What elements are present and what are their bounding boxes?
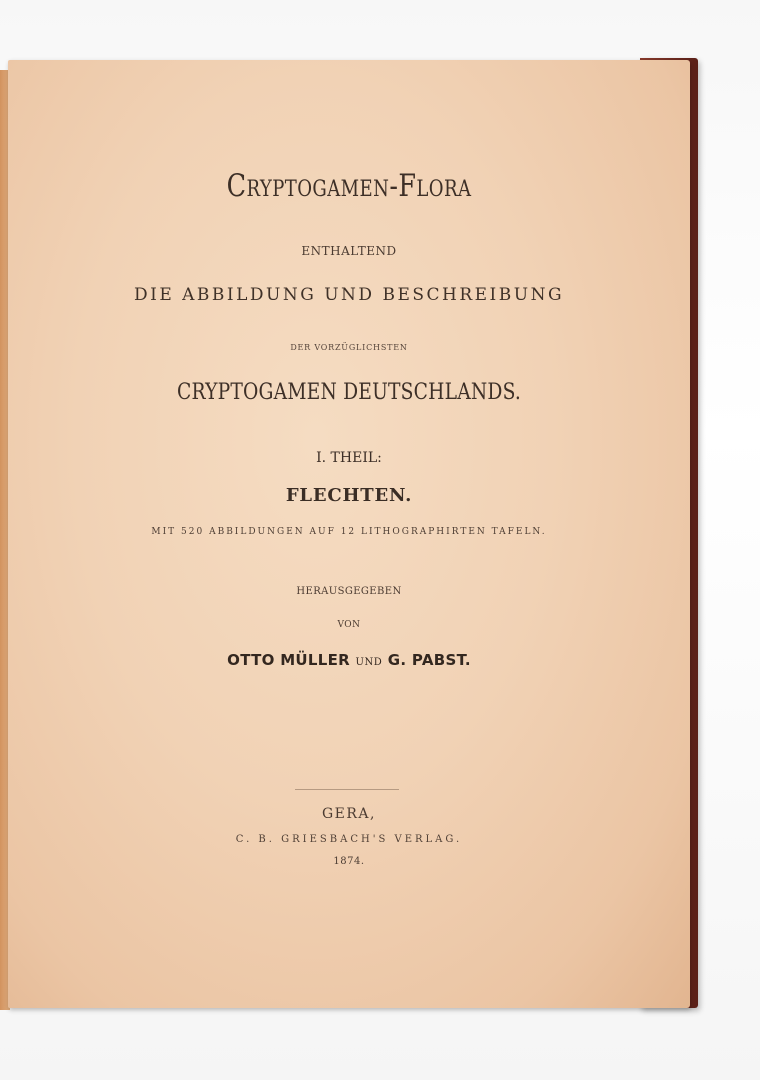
divider-rule — [295, 789, 399, 790]
subtitle-line-3: CRYPTOGAMEN DEUTSCHLANDS. — [176, 380, 522, 405]
and-label: UND — [355, 657, 383, 668]
edited-label: HERAUSGEGEBEN — [296, 586, 402, 597]
part-title: FLECHTEN. — [285, 485, 413, 506]
title-page — [8, 60, 690, 1008]
subtitle-line-2: DER VORZÜGLICHSTEN — [290, 343, 408, 352]
by-label: VON — [337, 620, 361, 630]
enthaltend-label: ENTHALTEND — [301, 244, 397, 258]
authors — [8, 651, 690, 669]
illustrations-note: MIT 520 ABBILDUNGEN AUF 12 LITHOGRAPHIRTEN TAFELN. — [151, 527, 547, 537]
book-title: Cryptogamen-Flora — [226, 168, 472, 204]
author-1: OTTO MÜLLER — [227, 651, 351, 669]
publication-place: GERA, — [321, 806, 376, 822]
author-2: G. PABST. — [387, 651, 471, 669]
subtitle-line-1: DIE ABBILDUNG UND BESCHREIBUNG — [133, 285, 565, 305]
part-number: I. THEIL: — [316, 450, 382, 466]
publication-year: 1874. — [333, 856, 365, 867]
publisher: C. B. GRIESBACH'S VERLAG. — [235, 834, 463, 845]
